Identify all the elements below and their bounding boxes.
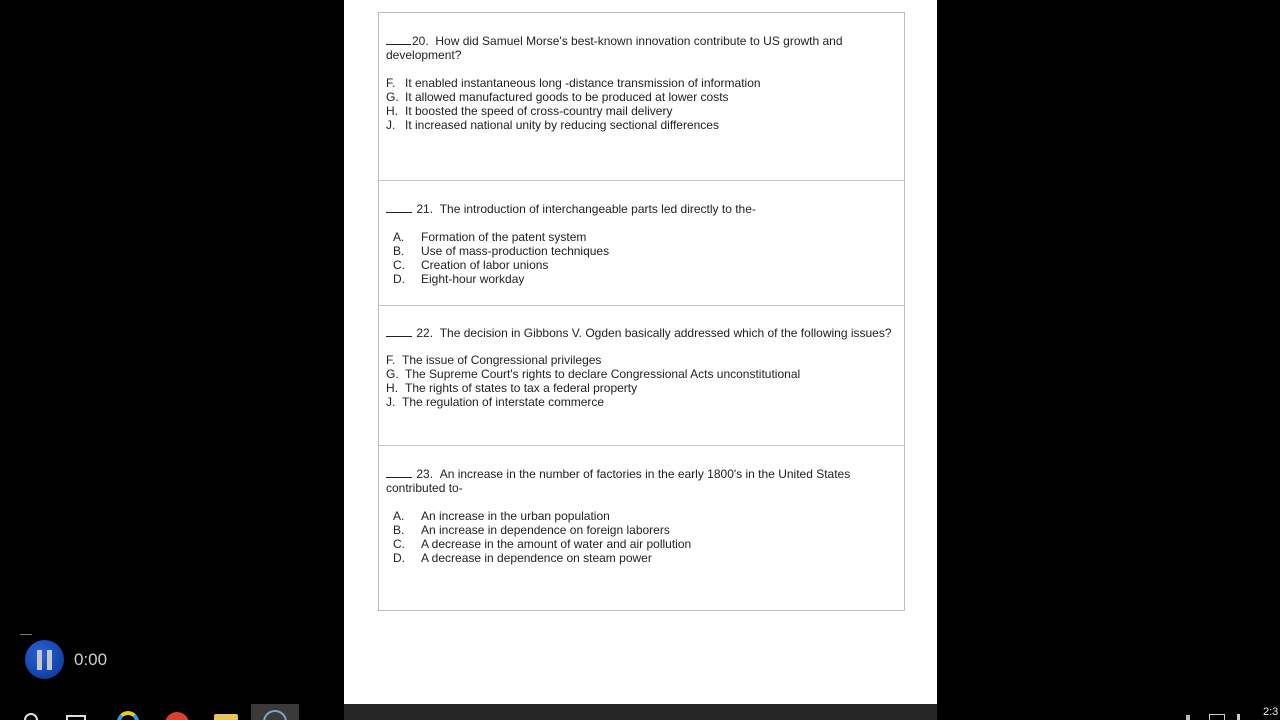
question-number: 21. xyxy=(416,202,434,216)
choice-c xyxy=(386,537,897,551)
choice-f xyxy=(386,76,897,90)
choice-text: A decrease in dependence on steam power xyxy=(421,551,652,565)
choice-a xyxy=(386,230,897,244)
answer-blank[interactable] xyxy=(386,34,411,45)
player-indicator xyxy=(20,634,32,635)
choice-letter: C. xyxy=(393,258,405,272)
choice-text: It increased national unity by reducing sectional differences xyxy=(405,118,719,132)
question-text: The introduction of interchangeable parts led directly to the- xyxy=(439,202,756,216)
question-text: How did Samuel Morse's best-known innovation contribute to US growth and development? xyxy=(386,34,843,62)
choice-letter: F. xyxy=(386,353,396,367)
choice-text: The regulation of interstate commerce xyxy=(402,395,605,409)
question-table xyxy=(378,12,905,611)
answer-blank[interactable] xyxy=(386,202,412,213)
pause-button[interactable] xyxy=(25,640,64,679)
search-icon[interactable] xyxy=(24,713,38,720)
choice-text: Eight-hour workday xyxy=(421,272,525,286)
question-number: 20. xyxy=(412,34,429,48)
choice-text: The rights of states to tax a federal property xyxy=(405,381,638,395)
choice-g xyxy=(386,367,897,381)
network-icon[interactable] xyxy=(1209,714,1225,720)
choice-text: Use of mass-production techniques xyxy=(421,244,610,258)
choice-letter: B. xyxy=(393,523,405,537)
question-21 xyxy=(379,181,904,306)
choice-text: The Supreme Court's rights to declare Congressional Acts unconstitutional xyxy=(405,367,801,381)
choice-b xyxy=(386,244,897,258)
choice-letter: D. xyxy=(393,551,405,565)
question-stem xyxy=(386,467,897,495)
choice-letter: F. xyxy=(386,76,396,90)
choice-d xyxy=(386,272,897,286)
choice-a xyxy=(386,509,897,523)
document-page xyxy=(344,0,937,704)
choice-c xyxy=(386,258,897,272)
choice-list xyxy=(386,76,897,132)
question-stem xyxy=(386,202,897,216)
choice-letter: A. xyxy=(393,230,405,244)
pause-icon xyxy=(37,650,42,670)
viewer-bottom-bar xyxy=(344,704,937,720)
answer-blank[interactable] xyxy=(386,467,412,478)
choice-letter: H. xyxy=(386,381,398,395)
question-stem xyxy=(386,326,897,340)
choice-text: It allowed manufactured goods to be produced at lower costs xyxy=(405,90,729,104)
question-20 xyxy=(379,13,904,181)
choice-letter: G. xyxy=(386,367,399,381)
taskbar-clock[interactable]: 2:3 xyxy=(1263,706,1279,718)
choice-letter: G. xyxy=(386,90,399,104)
choice-b xyxy=(386,523,897,537)
choice-text: A decrease in the amount of water and air pollution xyxy=(421,537,692,551)
choice-j xyxy=(386,118,897,132)
choice-list xyxy=(386,509,897,565)
playback-time: 0:00 xyxy=(74,650,108,669)
choice-h xyxy=(386,104,897,118)
choice-letter: C. xyxy=(393,537,405,551)
choice-letter: J. xyxy=(386,118,396,132)
choice-j xyxy=(386,395,897,409)
answer-blank[interactable] xyxy=(386,326,412,337)
question-text: An increase in the number of factories in the early 1800's in the United States contributed to- xyxy=(386,467,851,495)
choice-text: An increase in the urban population xyxy=(421,509,610,523)
question-number: 22. xyxy=(416,326,434,340)
choice-text: It enabled instantaneous long -distance transmission of information xyxy=(405,76,761,90)
file-explorer-icon[interactable] xyxy=(214,714,238,720)
volume-icon[interactable] xyxy=(1237,714,1247,720)
choice-g xyxy=(386,90,897,104)
task-view-icon[interactable] xyxy=(66,715,86,720)
choice-text: Creation of labor unions xyxy=(421,258,549,272)
choice-text: The issue of Congressional privileges xyxy=(402,353,602,367)
choice-letter: J. xyxy=(386,395,396,409)
choice-d xyxy=(386,551,897,565)
question-23 xyxy=(379,446,904,610)
question-22 xyxy=(379,306,904,446)
question-number: 23. xyxy=(416,467,434,481)
tray-overflow-icon[interactable] xyxy=(1186,715,1190,720)
choice-letter: H. xyxy=(386,104,398,118)
pause-icon xyxy=(47,650,52,670)
choice-f xyxy=(386,353,897,367)
choice-text: An increase in dependence on foreign laborers xyxy=(421,523,670,537)
choice-text: It boosted the speed of cross-country mail delivery xyxy=(405,104,673,118)
choice-h xyxy=(386,381,897,395)
choice-letter: A. xyxy=(393,509,405,523)
choice-letter: D. xyxy=(393,272,405,286)
choice-list xyxy=(386,353,897,409)
choice-letter: B. xyxy=(393,244,405,258)
question-text: The decision in Gibbons V. Ogden basically addressed which of the following issues? xyxy=(439,326,892,340)
choice-list xyxy=(386,230,897,286)
choice-text: Formation of the patent system xyxy=(421,230,587,244)
question-stem xyxy=(386,34,897,62)
